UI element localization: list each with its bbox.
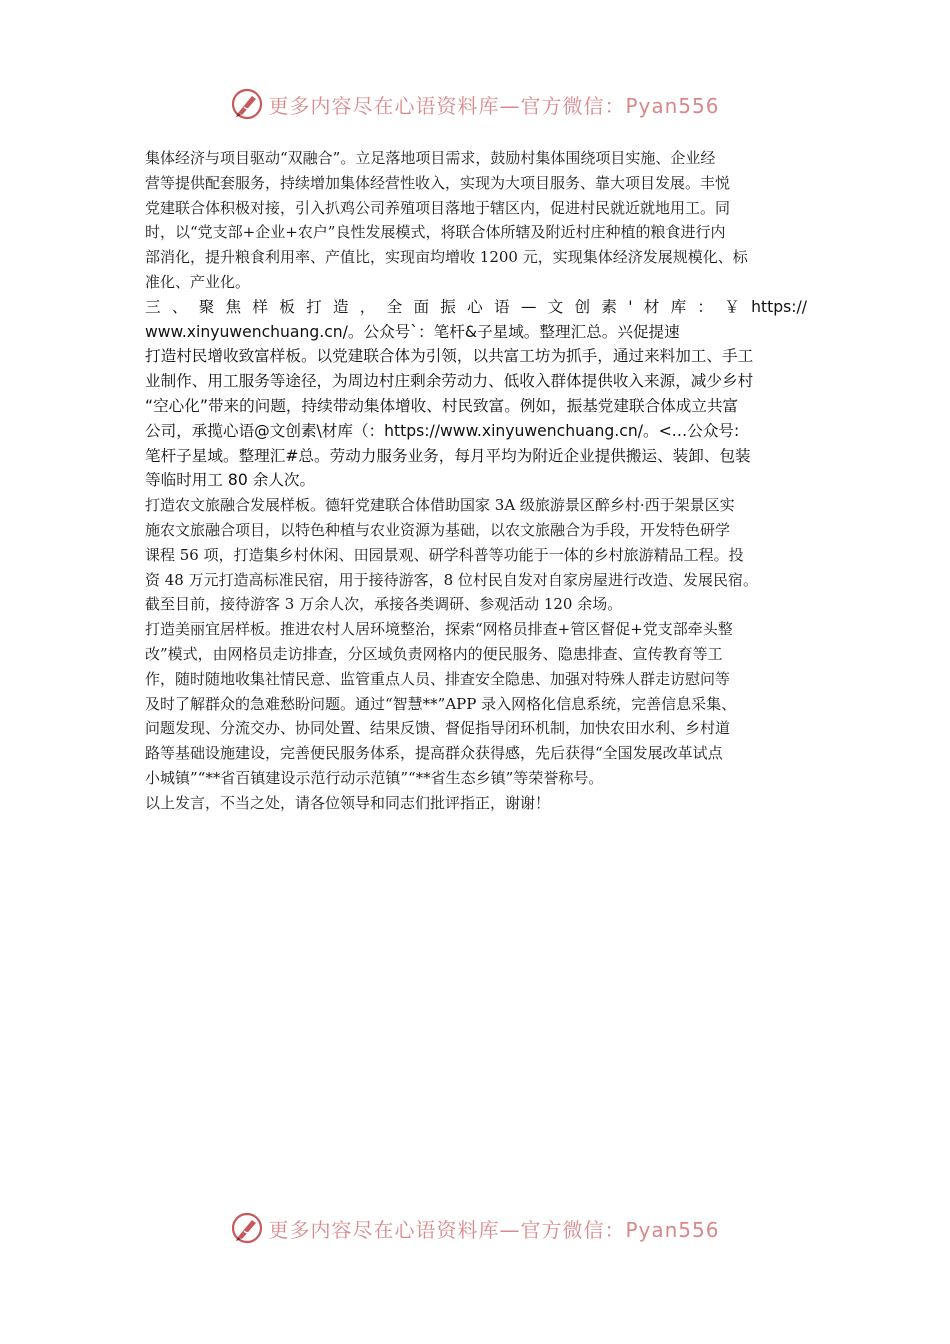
pen-circle-logo-icon: [230, 87, 264, 121]
text-line: 及时了解群众的急难愁盼问题。通过“智慧**”APP 录入网格化信息系统，完善信息采集、: [145, 694, 737, 713]
text-line: 以上发言，不当之处，请各位领导和同志们批评指正，谢谢！: [145, 793, 551, 812]
text-line: 准化、产业化。: [145, 272, 251, 291]
text-line: 笔杆子星域。整理汇#总。劳动力服务业务，每月平均为附近企业提供搬运、装卸、包装: [145, 446, 751, 465]
text-line: 打造农文旅融合发展样板。德轩党建联合体借助国家 3A 级旅游景区醉乡村·西于架景区实: [145, 496, 735, 515]
text-line: 打造村民增收致富样板。以党建联合体为引领，以共富工坊为抓手，通过来料加工、手工: [145, 347, 754, 366]
text-line: 改”模式，由网格员走访排查，分区域负责网格内的便民服务、隐患排查、宣传教育等工: [145, 644, 723, 663]
banner-text: 更多内容尽在心语资料库—官方微信：Pyan556: [268, 1217, 720, 1242]
text-line: 课程 56 项，打造集乡村休闲、田园景观、研学科普等功能于一体的乡村旅游精品工程。投: [145, 545, 744, 564]
text-line: 作，随时随地收集社情民意、监管重点人员、排查安全隐患、加强对特殊人群走访慰问等: [145, 669, 731, 688]
text-line: 施农文旅融合项目，以特色种植与农业资源为基础，以农文旅融合为手段，开发特色研学: [145, 520, 731, 539]
document-body: [145, 146, 807, 816]
text-line: 营等提供配套服务，持续增加集体经营性收入，实现为大项目服务、靠大项目发展。丰悦: [145, 173, 731, 192]
paragraph-agri-tourism: [145, 493, 807, 617]
text-line: “空心化”带来的问题，持续带动集体增收、村民致富。例如，振基党建联合体成立共富: [145, 396, 739, 415]
text-line: 部消化，提升粮食利用率、产值比，实现亩均增收 1200 元，实现集体经济发展规模化、标: [145, 248, 748, 267]
header-banner: [0, 84, 950, 124]
section-heading-line: 三、聚焦样板打造，全面振心语—文创素'材库：￥https://: [145, 297, 807, 316]
text-line: 截至目前，接待游客 3 万余人次，承接各类调研、参观活动 120 余场。: [145, 595, 623, 614]
banner-text: 更多内容尽在心语资料库—官方微信：Pyan556: [268, 93, 720, 118]
text-line: 业制作、用工服务等途径，为周边村庄剩余劳动力、低收入群体提供收入来源，减少乡村: [145, 372, 754, 391]
paragraph-closing: [145, 791, 807, 816]
pen-circle-logo-icon: [230, 1211, 264, 1245]
text-line: 等临时用工 80 余人次。: [145, 471, 316, 490]
text-line: 公司，承揽心语@文创素\材库（：https://www.xinyuwenchuang.cn/。<…公众号:: [145, 421, 740, 440]
text-line: www.xinyuwenchuang.cn/。公众号`：笔杆&子星域。整理汇总。兴促提速: [145, 322, 680, 341]
paragraph-model-building: [145, 295, 807, 493]
text-line: 小城镇”“**省百镇建设示范行动示范镇”“**省生态乡镇”等荣誉称号。: [145, 768, 604, 787]
text-line: 集体经济与项目驱动“双融合”。立足落地项目需求，鼓励村集体围绕项目实施、企业经: [145, 149, 716, 167]
text-line: 时，以“党支部+企业+农户”良性发展模式，将联合体所辖及附近村庄种植的粮食进行内: [145, 223, 726, 242]
text-line: 资 48 万元打造高标准民宿，用于接待游客，8 位村民自发对自家房屋进行改造、发展民宿。: [145, 570, 758, 589]
paragraph-livable-village: [145, 617, 807, 791]
text-line: 问题发现、分流交办、协同处置、结果反馈、督促指导闭环机制，加快农田水利、乡村道: [145, 719, 731, 738]
text-line: 党建联合体积极对接，引入扒鸡公司养殖项目落地于辖区内，促进村民就近就地用工。同: [145, 198, 731, 217]
text-line: 路等基础设施建设，完善便民服务体系，提高群众获得感，先后获得“全国发展改革试点: [145, 744, 723, 763]
footer-banner: [0, 1208, 950, 1248]
paragraph-collective-economy: [145, 146, 807, 295]
text-line: 打造美丽宜居样板。推进农村人居环境整治，探索“网格员排查+管区督促+党支部牵头整: [145, 620, 733, 639]
